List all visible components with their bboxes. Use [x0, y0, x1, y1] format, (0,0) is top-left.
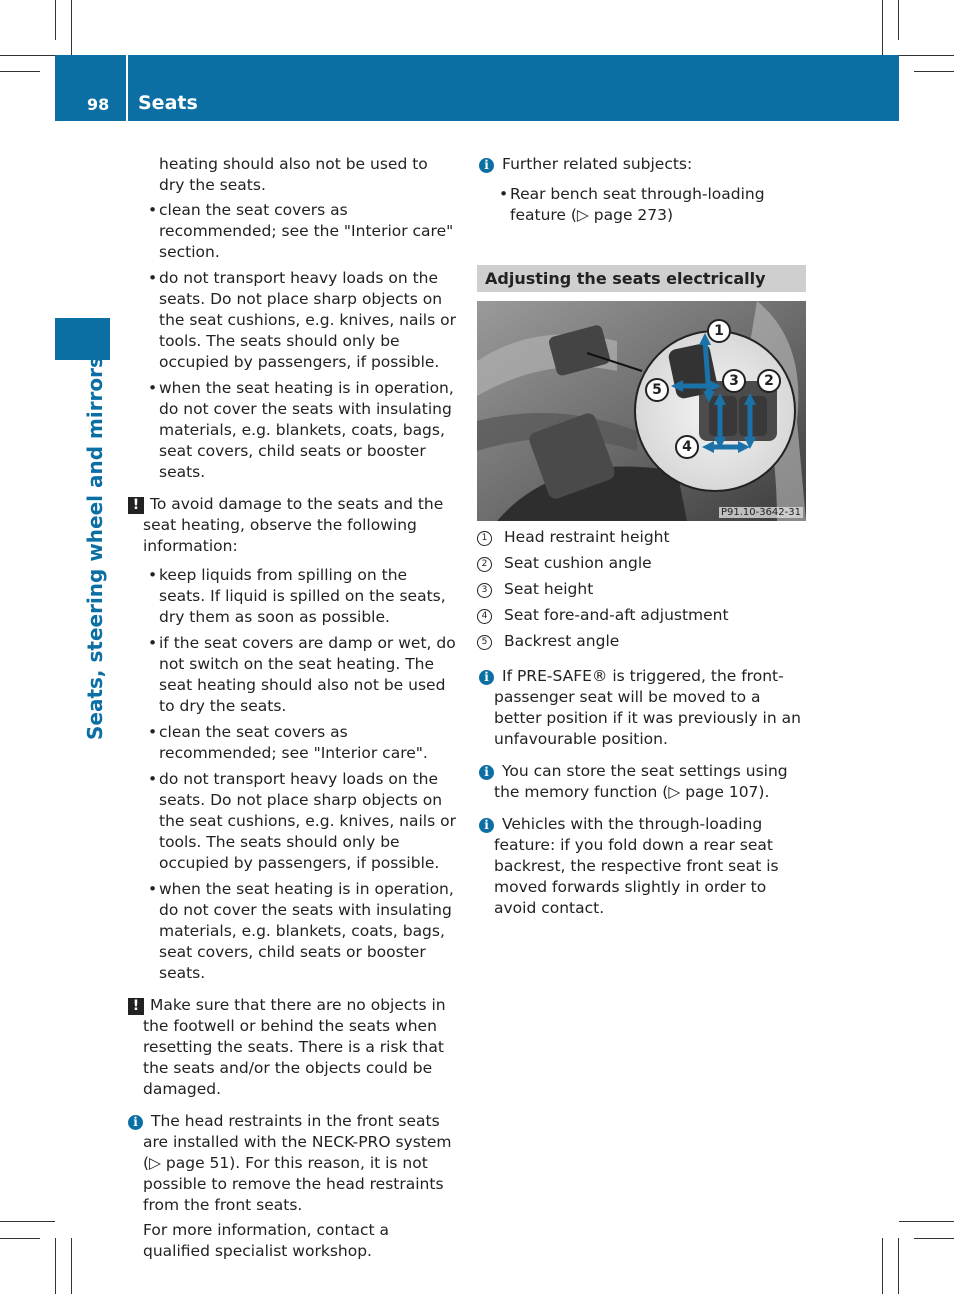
crop-mark — [899, 55, 954, 56]
legend-item: 3 Seat height — [477, 580, 593, 598]
crop-mark — [0, 55, 55, 56]
legend-number: 5 — [477, 635, 492, 650]
info-icon: i — [479, 670, 494, 685]
chapter-tab — [55, 318, 110, 360]
crop-mark — [898, 0, 899, 40]
info-icon: i — [479, 818, 494, 833]
left-column — [132, 154, 458, 1262]
figure-code: P91.10-3642-31 — [720, 507, 801, 518]
seat-controls-figure — [477, 301, 806, 521]
crop-mark — [0, 1238, 40, 1239]
warning-icon: ! — [128, 998, 144, 1015]
crop-mark — [55, 0, 56, 40]
legend-item: 5 Backrest angle — [477, 632, 619, 650]
section-heading: Adjusting the seats electrically — [477, 265, 806, 292]
crop-mark — [0, 1221, 55, 1222]
list-item: • do not transport heavy loads on the seats. Do not place sharp objects on the seat cushions, e.g. knives, nails or tools. The seats should only be occupied by passengers, if possible. — [148, 269, 456, 371]
warning-note: ! To avoid damage to the seats and the seat heating, observe the following information: — [143, 494, 458, 557]
crop-mark — [0, 71, 40, 72]
bullet-list — [143, 200, 458, 483]
info-note: i Further related subjects: — [494, 154, 809, 175]
legend-item: 4 Seat fore-and-aft adjustment — [477, 606, 729, 624]
crop-mark — [914, 71, 954, 72]
crop-mark — [898, 1238, 899, 1294]
legend-item: 1 Head restraint height — [477, 528, 670, 546]
seat-controls-illustration — [477, 301, 806, 521]
callout-3: 3 — [722, 369, 746, 393]
list-item: • keep liquids from spilling on the seats. If liquid is spilled on the seats, dry them as soon as possible. — [148, 566, 446, 626]
right-column-top — [484, 154, 809, 226]
info-note: i Vehicles with the through-loading feature: if you fold down a rear seat backrest, the respective front seat is moved forwards slightly in order to avoid contact. — [494, 814, 809, 919]
list-item: • Rear bench seat through-loading feature (▷ page 273) — [499, 185, 765, 224]
list-item: • clean the seat covers as recommended; see the "Interior care" section. — [148, 201, 454, 261]
info-note: i If PRE-SAFE® is triggered, the front-passenger seat will be moved to a better position if it was previously in an unfavourable position. — [494, 666, 809, 750]
info-note: i The head restraints in the front seats are installed with the NECK-PRO system (▷ page 51). For this reason, it is not possible to remove the head restraints from the front seats. — [143, 1111, 458, 1216]
legend-number: 4 — [477, 609, 492, 624]
right-column-bottom — [484, 666, 809, 919]
callout-5: 5 — [645, 378, 669, 402]
crop-mark — [882, 0, 883, 55]
crop-mark — [71, 0, 72, 55]
info-note-more: For more information, contact a qualified specialist workshop. — [143, 1221, 389, 1260]
list-item: • when the seat heating is in operation, do not cover the seats with insulating materials, e.g. blankets, coats, bags, seat covers, child seats or booster seats. — [148, 379, 454, 481]
crop-mark — [914, 1238, 954, 1239]
callout-2: 2 — [757, 369, 781, 393]
info-icon: i — [479, 158, 494, 173]
bullet-list — [143, 565, 458, 984]
crop-mark — [71, 1238, 72, 1294]
callout-4: 4 — [675, 435, 699, 459]
warning-note: ! Make sure that there are no objects in the footwell or behind the seats when resetting the seats. There is a risk that the seats and/or the objects could be damaged. — [143, 995, 458, 1100]
crop-mark — [899, 1221, 954, 1222]
page-number: 98 — [87, 95, 110, 114]
crop-mark — [882, 1238, 883, 1294]
list-item: • clean the seat covers as recommended; see "Interior care". — [148, 723, 428, 762]
chapter-title: Seats, steering wheel and mirrors — [83, 356, 107, 740]
crop-mark — [55, 1238, 56, 1294]
page-header — [55, 55, 899, 121]
callout-1: 1 — [707, 319, 731, 343]
legend-item: 2 Seat cushion angle — [477, 554, 652, 572]
legend-number: 2 — [477, 557, 492, 572]
legend-number: 3 — [477, 583, 492, 598]
list-item: • if the seat covers are damp or wet, do not switch on the seat heating. The seat heating should also not be used to dry the seats. — [148, 634, 456, 715]
list-item: • when the seat heating is in operation, do not cover the seats with insulating materials, e.g. blankets, coats, bags, seat covers, child seats or booster seats. — [148, 880, 454, 982]
legend-number: 1 — [477, 531, 492, 546]
info-icon: i — [128, 1115, 143, 1130]
header-divider — [126, 55, 128, 121]
info-icon: i — [479, 765, 494, 780]
list-item: • do not transport heavy loads on the seats. Do not place sharp objects on the seat cushions, e.g. knives, nails or tools. The seats should only be occupied by passengers, if possible. — [148, 770, 456, 872]
continued-text: heating should also not be used to dry the seats. — [159, 155, 428, 194]
info-note: i You can store the seat settings using the memory function (▷ page 107). — [494, 761, 809, 803]
page-title: Seats — [138, 92, 198, 114]
warning-icon: ! — [128, 497, 144, 514]
